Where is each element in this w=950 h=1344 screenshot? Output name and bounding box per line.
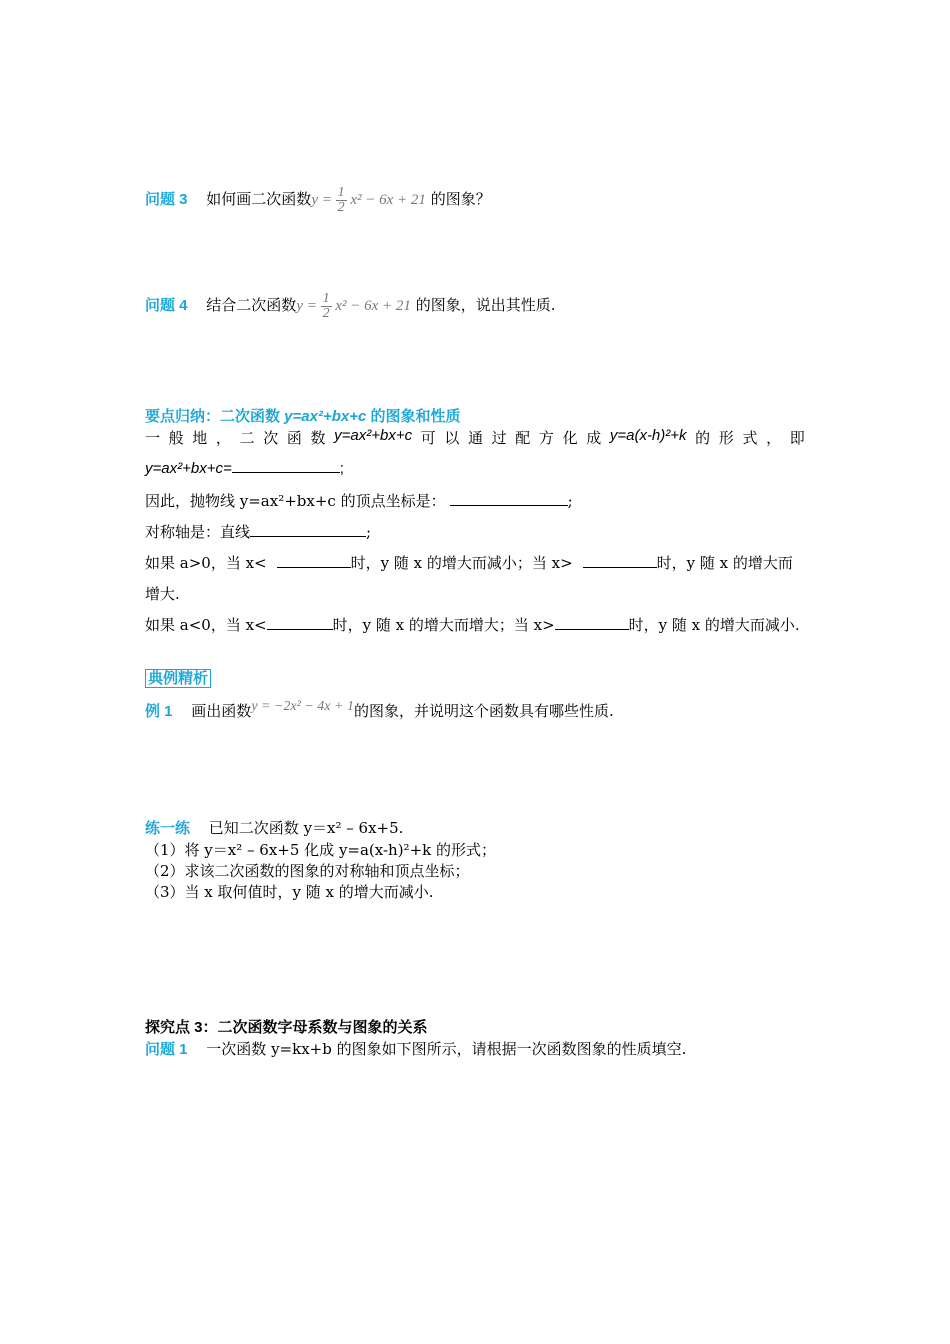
- summary-line-4: 对称轴是：直线 ;: [145, 523, 372, 541]
- question-3-pre: 如何画二次函数: [206, 189, 312, 208]
- summary-line-1-word: 即: [789, 429, 805, 447]
- explore-3-q1-label: 问题 1: [145, 1041, 188, 1058]
- explore-3-question-1: 问题 1 一次函数 y=kx+b 的图象如下图所示，请根据一次函数图象的性质填空.: [145, 1040, 687, 1058]
- summary-line-1-word: y=a(x-h)²+k: [609, 427, 687, 444]
- question-4-label: 问题 4: [145, 296, 188, 314]
- summary-line-1-word: 过: [491, 429, 507, 447]
- blank-expression[interactable]: [232, 458, 340, 473]
- summary-line-1-word: 化: [562, 429, 578, 447]
- example-1: 例 1 画出函数y = −2x² − 4x + 1的图象，并说明这个函数具有哪些性质.: [145, 699, 614, 720]
- blank-a-pos-2[interactable]: [583, 553, 657, 568]
- examples-heading: 典例精析: [145, 667, 211, 688]
- summary-line-1-word: 数: [310, 429, 326, 447]
- summary-title: 要点归纳：二次函数 y=ax²+bx+c 的图象和性质: [145, 408, 461, 425]
- summary-line-1-word: 配: [515, 429, 531, 447]
- example-1-label: 例 1: [145, 703, 173, 720]
- question-4-pre: 结合二次函数: [206, 295, 297, 314]
- practice: [145, 817, 403, 838]
- blank-a-neg-2[interactable]: [555, 615, 629, 630]
- summary-line-1-word: 地: [192, 429, 208, 447]
- summary-line-1-word: 一: [145, 429, 161, 447]
- summary-line-3: 因此，抛物线 y=ax²+bx+c 的顶点坐标是： ;: [145, 492, 573, 510]
- question-4-post: 的图象，说出其性质.: [415, 295, 556, 314]
- practice-item-1: （1）将 y＝x² – 6x+5 化成 y=a(x-h)²+k 的形式；: [145, 841, 496, 859]
- example-1-formula: y = −2x² − 4x + 1: [251, 699, 354, 714]
- practice-intro: 已知二次函数 y＝x² – 6x+5.: [208, 819, 404, 837]
- blank-vertex[interactable]: [450, 491, 568, 506]
- summary-line-1-word: 式: [742, 429, 758, 447]
- practice-item-3: （3）当 x 取何值时，y 随 x 的增大而减小.: [145, 883, 434, 901]
- summary-line-1-word: 次: [263, 429, 279, 447]
- summary-line-7: 如果 a<0，当 x< 时，y 随 x 的增大而增大；当 x> 时，y 随 x 的增大而减小.: [145, 616, 800, 634]
- summary-line-6: 增大.: [145, 585, 180, 603]
- summary-line-1-word: 可: [420, 429, 436, 447]
- blank-a-pos-1[interactable]: [277, 553, 351, 568]
- summary-line-1-word: 通: [468, 429, 484, 447]
- summary-line-1-word: y=ax²+bx+c: [334, 427, 413, 444]
- question-3-formula: y = $\frac{1}{2}$ x² − 6x + 21: [311, 185, 426, 215]
- question-3-post: 的图象？: [430, 189, 491, 208]
- summary-line-1-word: 形: [718, 429, 734, 447]
- summary-line-2: y=ax²+bx+c= ;: [145, 460, 344, 477]
- summary-line-1-word: ，: [215, 429, 231, 447]
- summary-line-1-word: 的: [695, 429, 711, 447]
- summary-line-1-word: 方: [538, 429, 554, 447]
- practice-label: 练一练: [145, 820, 191, 837]
- question-4-formula: y = $\frac{1}{2}$ x² − 6x + 21: [296, 291, 411, 321]
- summary-line-1-word: ，: [766, 429, 782, 447]
- blank-axis[interactable]: [250, 522, 366, 537]
- summary-line-1-word: 成: [586, 429, 602, 447]
- question-3: [145, 186, 491, 215]
- summary-line-1-word: 函: [286, 429, 302, 447]
- practice-item-2: （2）求该二次函数的图象的对称轴和顶点坐标；: [145, 862, 470, 880]
- question-3-label: 问题 3: [145, 190, 188, 208]
- blank-a-neg-1[interactable]: [267, 615, 333, 630]
- explore-3-title: 探究点 3：二次函数字母系数与图象的关系: [145, 1019, 428, 1036]
- summary-line-5: 如果 a>0，当 x< 时，y 随 x 的增大而减小；当 x> 时，y 随 x 的增大而: [145, 554, 793, 572]
- summary-line-1-word: 二: [239, 429, 255, 447]
- question-4: [145, 292, 555, 321]
- summary-line-1-word: 般: [168, 429, 184, 447]
- summary-line-1: [145, 427, 805, 448]
- summary-line-1-word: 以: [444, 429, 460, 447]
